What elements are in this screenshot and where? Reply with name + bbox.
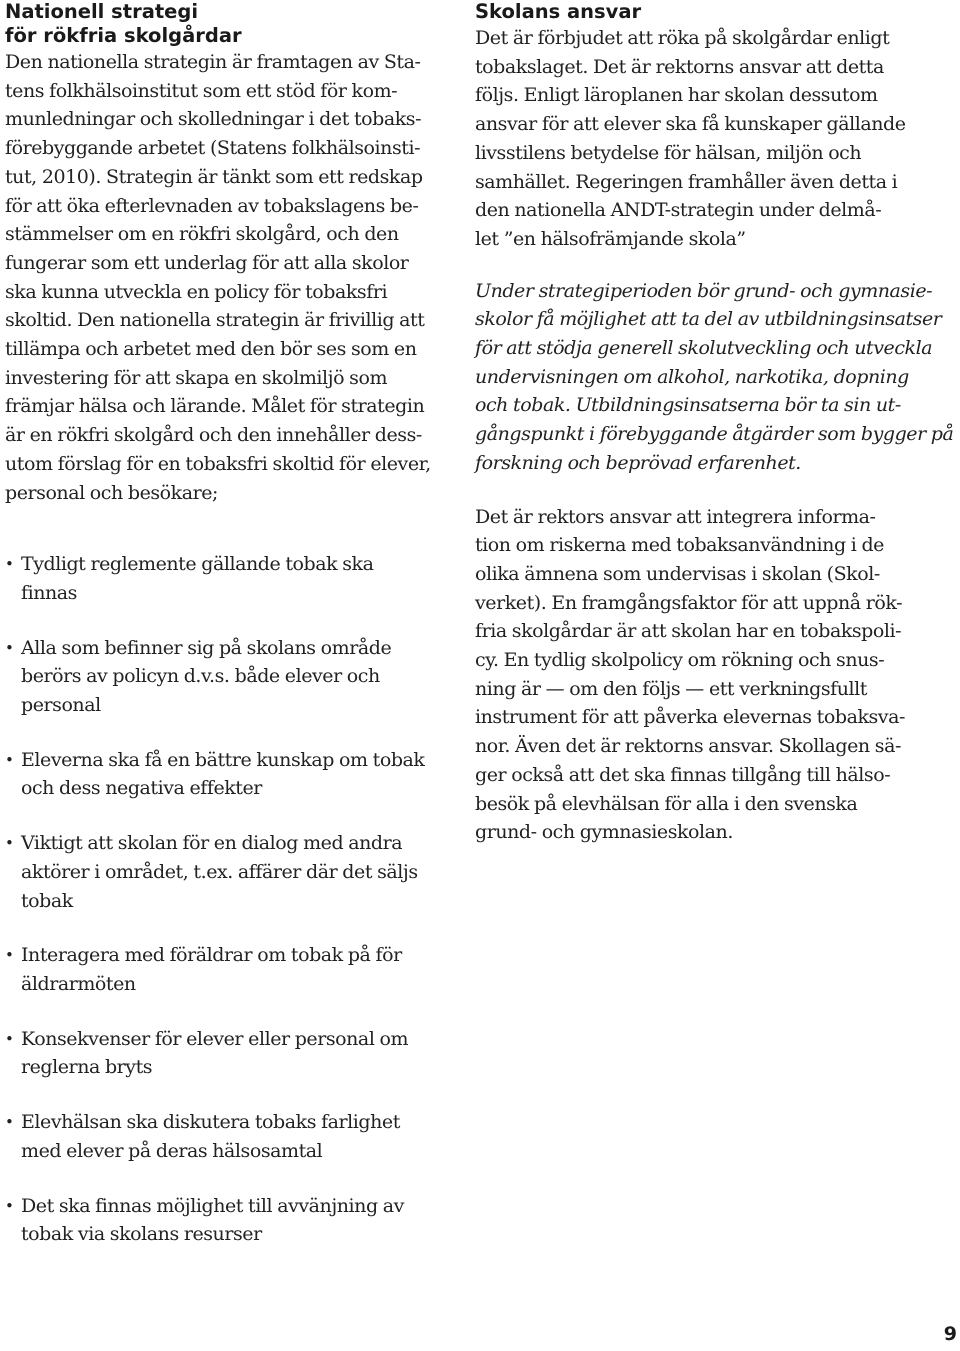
responsibility-paragraph [475, 24, 955, 254]
text-line: ansvar för att elever ska få kunskaper gällande [475, 113, 906, 136]
text-line: följs. Enligt läroplanen har skolan dessutom [475, 84, 878, 107]
text-line: tillämpa och arbetet med den bör ses som en [5, 338, 417, 361]
bullet-item [5, 941, 455, 998]
text-line: besök på elevhälsan för alla i den svenska [475, 792, 858, 815]
strategy-quote-paragraph [475, 277, 955, 478]
bullet-dot-icon: • [5, 750, 14, 769]
bullet-text-line: reglerna bryts [21, 1056, 153, 1079]
page-number: 9 [943, 1323, 957, 1345]
bullet-text-line: Konsekvenser för elever eller personal om [21, 1027, 409, 1050]
text-line: tut, 2010). Strategin är tänkt som ett redskap [5, 165, 423, 188]
bullet-item [5, 550, 455, 607]
bullet-text-line: berörs av policyn d.v.s. både elever och [21, 665, 380, 688]
bullet-item [5, 634, 455, 720]
text-line: skolor få möjlighet att ta del av utbildningsinsatser [475, 308, 942, 331]
left-column [5, 0, 455, 1249]
text-line: samhället. Regeringen framhåller även detta i [475, 170, 898, 193]
text-line: nor. Även det är rektorns ansvar. Skollagen sä- [475, 735, 901, 758]
section-heading-national-strategy [5, 0, 455, 48]
bullet-text-line: Elevhälsan ska diskutera tobaks farlighet [21, 1111, 400, 1134]
bullet-item [5, 1108, 455, 1165]
text-line: stämmelser om en rökfri skolgård, och den [5, 223, 399, 246]
text-line: ger också att det ska finnas tillgång till hälso- [475, 763, 891, 786]
bullet-dot-icon: • [5, 638, 14, 657]
intro-paragraph [5, 48, 455, 507]
bullet-text-line: Alla som befinner sig på skolans område [21, 636, 392, 659]
text-line: personal och besökare; [5, 481, 218, 504]
text-line: ska kunna utveckla en policy för tobaksfri [5, 280, 388, 303]
text-line: cy. En tydlig skolpolicy om rökning och snus- [475, 649, 885, 672]
heading-line: för rökfria skolgårdar [5, 24, 242, 47]
section-heading-school-responsibility: Skolans ansvar [475, 0, 642, 23]
text-line: för att stödja generell skolutveckling och utveckla [475, 337, 933, 360]
text-line: forskning och beprövad erfarenhet. [475, 451, 801, 474]
text-line: Det är förbjudet att röka på skolgårdar enligt [475, 27, 890, 49]
bullet-item [5, 829, 455, 915]
text-line: utom förslag för en tobaksfri skoltid för elever, [5, 452, 431, 475]
bullet-item [5, 1192, 455, 1249]
text-line: är en rökfri skolgård och den innehåller dess- [5, 424, 422, 447]
text-line: fungerar som ett underlag för att alla skolor [5, 251, 409, 274]
text-line: undervisningen om alkohol, narkotika, dopning [475, 365, 909, 388]
bullet-item [5, 746, 455, 803]
text-line: verket). En framgångsfaktor för att uppnå rök- [475, 591, 903, 614]
text-line: tobakslaget. Det är rektorns ansvar att detta [475, 55, 884, 78]
text-line: fria skolgårdar är att skolan har en tobakspoli- [475, 620, 902, 643]
text-line: gångspunkt i förebyggande åtgärder som bygger på [475, 423, 954, 446]
bullet-dot-icon: • [5, 555, 14, 574]
text-line: tens folkhälsoinstitut som ett stöd för kom- [5, 79, 398, 102]
heading-line: Nationell strategi [5, 0, 199, 23]
bullet-list [5, 550, 455, 1249]
text-line: instrument för att påverka elevernas tobaksva- [475, 706, 905, 729]
text-line: let ”en hälsofrämjande skola” [475, 227, 746, 250]
text-line: för att öka efterlevnaden av tobakslagens be- [5, 194, 419, 217]
text-line: skoltid. Den nationella strategin är frivillig att [5, 309, 425, 332]
text-line: ning är — om den följs — ett verkningsfullt [475, 677, 867, 700]
bullet-text-line: Viktigt att skolan för en dialog med andra [21, 832, 403, 855]
text-line: livsstilens betydelse för hälsan, miljön och [475, 141, 862, 164]
text-line: Det är rektors ansvar att integrera informa- [475, 505, 876, 528]
principal-responsibility-paragraph [475, 503, 955, 847]
bullet-text-line: finnas [21, 581, 77, 604]
bullet-dot-icon: • [5, 1196, 14, 1215]
bullet-dot-icon: • [5, 946, 14, 965]
text-line: Under strategiperioden bör grund- och gymnasie- [475, 279, 933, 302]
text-line: investering för att skapa en skolmiljö som [5, 366, 388, 389]
text-line: förebyggande arbetet (Statens folkhälsoinsti- [5, 137, 421, 160]
bullet-item [5, 1025, 455, 1082]
bullet-dot-icon: • [5, 1029, 14, 1048]
bullet-text-line: och dess negativa effekter [21, 777, 262, 800]
text-line: främjar hälsa och lärande. Målet för strategin [5, 395, 425, 418]
bullet-text-line: äldrarmöten [21, 972, 136, 995]
bullet-text-line: Det ska finnas möjlighet till avvänjning av [21, 1194, 404, 1217]
bullet-text-line: med elever på deras hälsosamtal [21, 1139, 323, 1162]
text-line: olika ämnena som undervisas i skolan (Skol- [475, 562, 880, 585]
text-line: och tobak. Utbildningsinsatserna bör ta sin ut- [475, 394, 901, 417]
text-line: den nationella ANDT-strategin under delmå- [475, 199, 882, 222]
bullet-text-line: tobak [21, 889, 73, 912]
text-line: Den nationella strategin är framtagen av Sta- [5, 51, 421, 73]
bullet-dot-icon: • [5, 834, 14, 853]
text-line: grund- och gymnasieskolan. [475, 821, 733, 844]
text-line: munledningar och skolledningar i det tobaks- [5, 108, 422, 131]
text-line: tion om riskerna med tobaksanvändning i de [475, 534, 884, 557]
right-column [475, 0, 955, 847]
bullet-dot-icon: • [5, 1113, 14, 1132]
bullet-text-line: aktörer i området, t.ex. affärer där det säljs [21, 860, 418, 883]
bullet-text-line: Interagera med föräldrar om tobak på för [21, 944, 402, 967]
bullet-text-line: personal [21, 694, 101, 717]
bullet-text-line: Tydligt reglemente gällande tobak ska [21, 553, 374, 576]
bullet-text-line: tobak via skolans resurser [21, 1223, 262, 1246]
bullet-text-line: Eleverna ska få en bättre kunskap om tobak [21, 748, 425, 771]
